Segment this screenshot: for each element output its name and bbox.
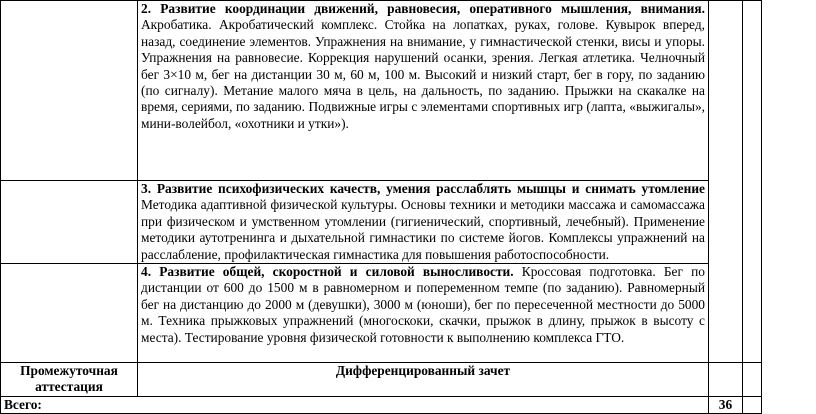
empty-cell bbox=[1, 264, 138, 363]
extra-cell bbox=[743, 396, 762, 413]
section-title: 2. Развитие координации движений, равновесия, оперативного мышления, внимания. bbox=[141, 1, 705, 16]
total-label: Всего: bbox=[1, 396, 709, 413]
section-title: 3. Развитие психофизических качеств, умения расслаблять мышцы и снимать утомление bbox=[141, 181, 705, 196]
total-row bbox=[1, 396, 762, 413]
attestation-row bbox=[1, 363, 762, 397]
section-title: 4. Развитие общей, скоростной и силовой выносливости. bbox=[141, 264, 514, 280]
attestation-label: Промежуточная аттестация bbox=[1, 363, 138, 397]
hours-cell bbox=[709, 1, 743, 363]
table-row bbox=[1, 1, 762, 181]
table-row bbox=[1, 181, 762, 264]
total-hours: 36 bbox=[709, 396, 743, 413]
extra-cell bbox=[743, 1, 762, 363]
section-cell bbox=[138, 181, 709, 264]
attestation-form: Дифференцированный зачет bbox=[138, 363, 709, 397]
section-cell bbox=[138, 264, 709, 363]
section-body: Методика адаптивной физической культуры. Основы техники и методики массажа и самомассажа при физическом и умственном утомлении (гигиенический, спортивный, лечебный). Применение методики аутотренинга и дыхательной гимнастики по системе йогов. Комплексы упражнений на расслабление, профилактическая гимнастика для повышения работоспособности. bbox=[141, 197, 705, 262]
hours-cell bbox=[709, 363, 743, 397]
empty-cell bbox=[1, 181, 138, 264]
section-body: Акробатика. Акробатический комплекс. Стойка на лопатках, руках, голове. Кувырок вперед, назад, соединение элементов. Упражнения на внимание, у гимнастической стенки, висы и упоры. Упражнения на равновесие. Коррекция нарушений осанки, зрения. Легкая атлетика. Челночный бег 3×10 м, бег на дистанции 30 м, 60 м, 100 м. Высокий и низкий старт, бег в гору, по заданию (по сигналу). Метание малого мяча в цель, на дальность, по заданию. Прыжки на скакалке на время, сериями, по заданию. Подвижные игры с элементами спортивных игр (лапта, «выжигалы», мини-волейбол, «охотники и утки»). bbox=[141, 17, 705, 131]
empty-cell bbox=[1, 1, 138, 181]
section-body: Кроссовая подготовка. Бег по дистанции от 600 до 1500 м в равномерном и попеременном темпе (по заданию). Равномерный бег на дистанцию до 2000 м (девушки), 3000 м (юноши), бег по пересеченной местности до 5000 м. Техника прыжковых упражнений (многоскоки, скачки, прыжок в длину, прыжок в высоту с места). Тестирование уровня физической готовности к выполнению комплекса ГТО. bbox=[141, 264, 705, 345]
section-cell bbox=[138, 1, 709, 181]
table-row bbox=[1, 264, 762, 363]
extra-cell bbox=[743, 363, 762, 397]
